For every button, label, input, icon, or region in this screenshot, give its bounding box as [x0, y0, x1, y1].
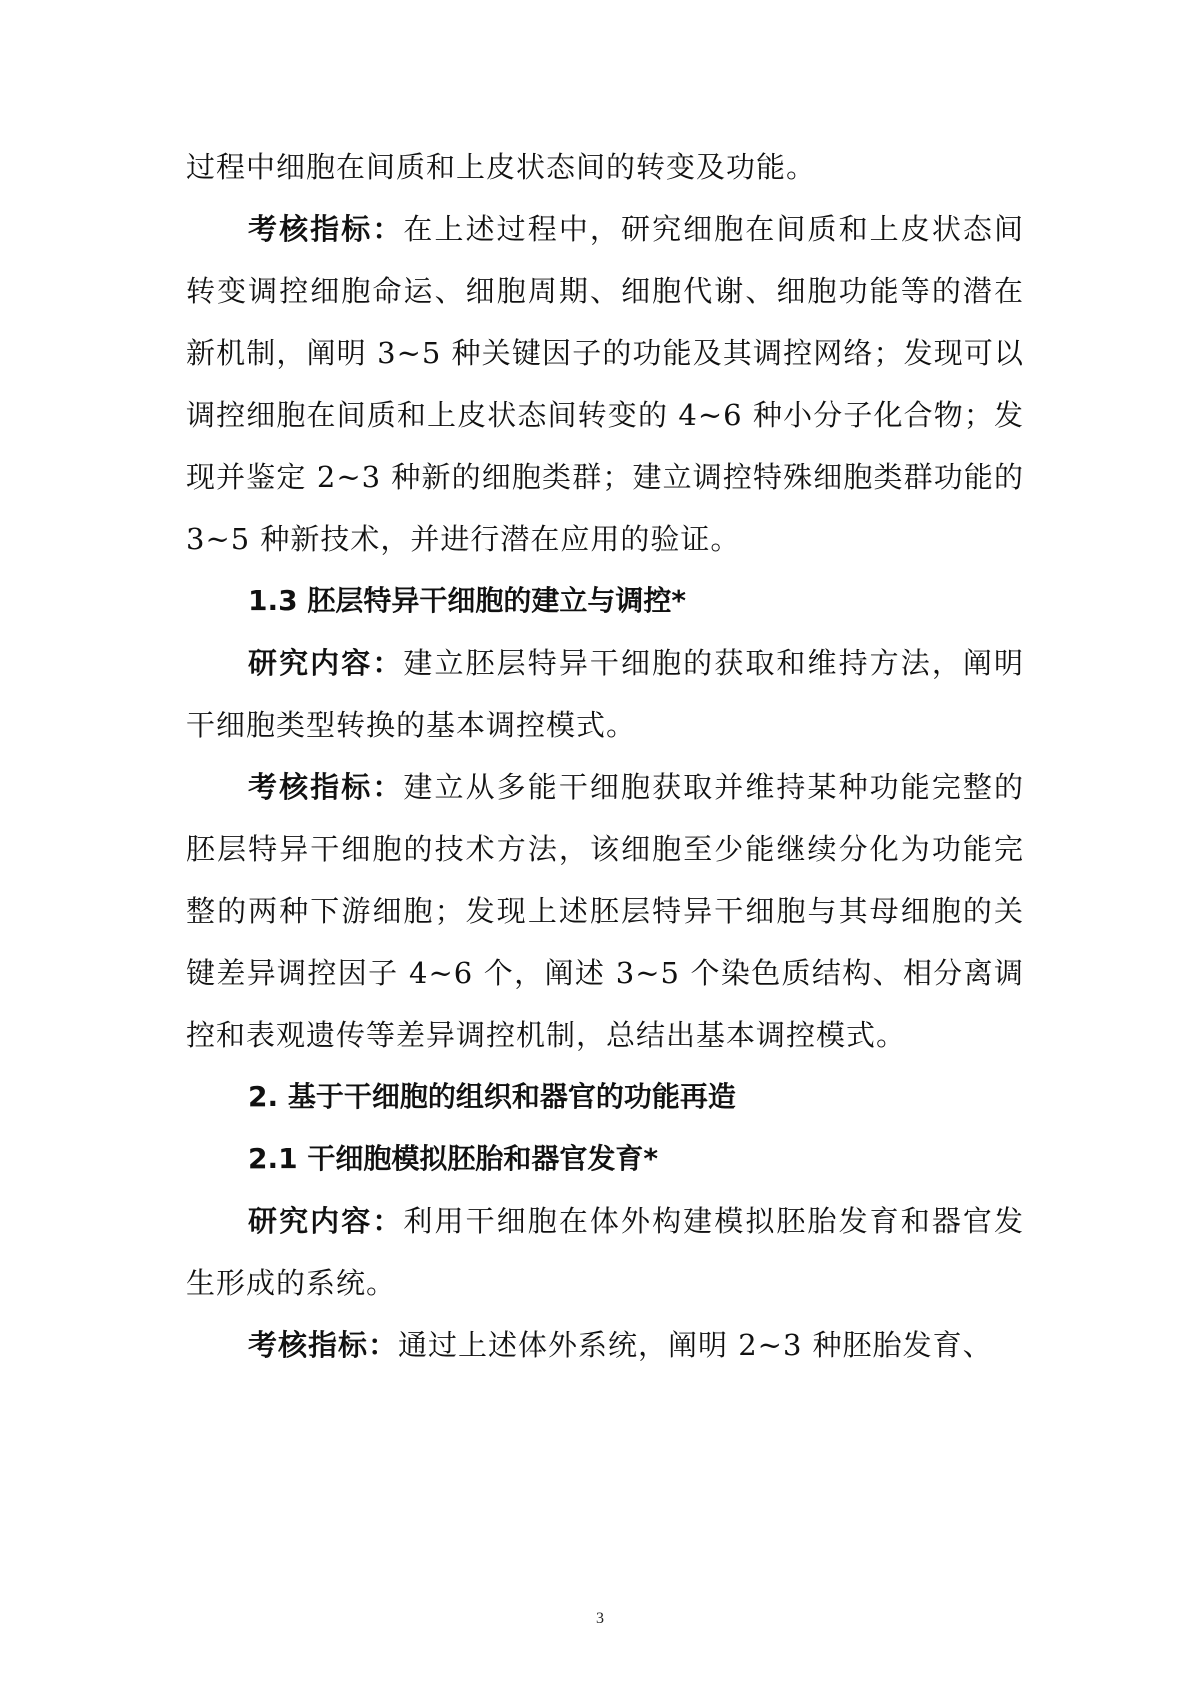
paragraph-continuation [186, 136, 1024, 198]
paragraph-lead-label: 考核指标： [248, 212, 404, 246]
section-heading-1-3: 1.3 胚层特异干细胞的建立与调控* [248, 584, 686, 617]
paragraph-text: 在上述过程中，研究细胞在间质和上皮状态间转变调控细胞命运、细胞周期、细胞代谢、细胞功能等的潜在新机制，阐明 3~5 种关键因子的功能及其调控网络；发现可以调控细胞在间质和上皮状态间转变的 4~6 种小分子化合物；发现并鉴定 2~3 种新的细胞类群；建立调控特殊细胞类群功能的 3~5 种新技术，并进行潜在应用的验证。 [186, 212, 1024, 556]
paragraph-research-content [186, 632, 1024, 756]
paragraph-lead-label: 考核指标： [248, 1328, 399, 1362]
paragraph-lead-label: 研究内容： [248, 1204, 404, 1238]
paragraph-text: 通过上述体外系统，阐明 2~3 种胚胎发育、 [398, 1328, 993, 1362]
paragraph-text: 建立从多能干细胞获取并维持某种功能完整的胚层特异干细胞的技术方法，该细胞至少能继续分化为功能完整的两种下游细胞；发现上述胚层特异干细胞与其母细胞的关键差异调控因子 4~6 个，阐述 3~5 个染色质结构、相分离调控和表观遗传等差异调控机制，总结出基本调控模式。 [186, 770, 1024, 1052]
paragraph-lead-label: 考核指标： [248, 770, 404, 804]
paragraph-lead-label: 研究内容： [248, 646, 404, 680]
paragraph-text: 过程中细胞在间质和上皮状态间的转变及功能。 [186, 150, 817, 184]
section-heading-2: 2. 基于干细胞的组织和器官的功能再造 [248, 1080, 736, 1113]
section-heading-2-1: 2.1 干细胞模拟胚胎和器官发育* [248, 1142, 658, 1175]
paragraph-assessment-indicators [186, 1314, 1024, 1376]
paragraph-text: 建立胚层特异干细胞的获取和维持方法，阐明干细胞类型转换的基本调控模式。 [186, 646, 1024, 742]
paragraph-assessment-indicators [186, 198, 1024, 570]
page-number: 3 [596, 1610, 604, 1627]
paragraph-research-content [186, 1190, 1024, 1314]
document-body [186, 136, 1024, 1376]
paragraph-text: 利用干细胞在体外构建模拟胚胎发育和器官发生形成的系统。 [186, 1204, 1024, 1300]
paragraph-assessment-indicators [186, 756, 1024, 1066]
